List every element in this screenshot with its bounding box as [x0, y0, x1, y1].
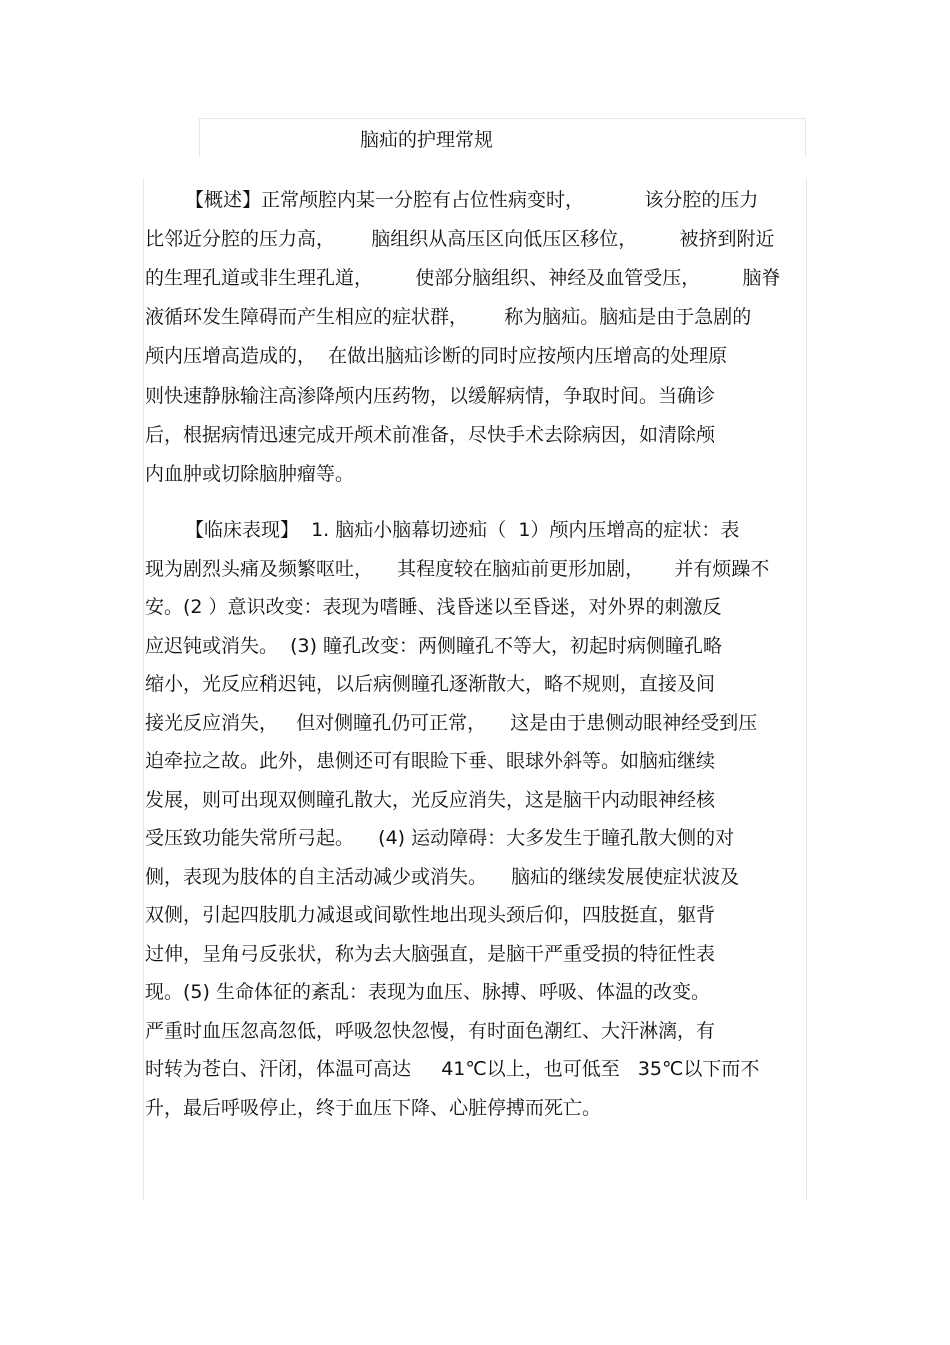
overview-line: 则快速静脉输注高渗降颅内压药物，以缓解病情，争取时间。当确诊	[145, 384, 716, 407]
clinical-line: 安。(2 ）意识改变：表现为嗜睡、浅昏迷以至昏迷，对外界的刺激反	[145, 596, 722, 618]
clinical-line: 受压致功能失常所弓起。 (4) 运动障碍：大多发生于瞳孔散大侧的对	[145, 827, 735, 849]
clinical-line: 升，最后呼吸停止，终于血压下降、心脏停搏而死亡。	[145, 1096, 602, 1119]
clinical-line: 缩小，光反应稍迟钝，以后病侧瞳孔逐渐散大，略不规则，直接及间	[145, 673, 716, 695]
overview-line: 的生理孔道或非生理孔道， 使部分脑组织、神经及血管受压， 脑脊	[145, 267, 781, 290]
clinical-line: 双侧，引起四肢肌力减退或间歇性地出现头颈后仰，四肢挺直，躯背	[145, 904, 716, 926]
clinical-line: 【临床表现】 1. 脑疝小脑幕切迹疝（ 1）颅内压增高的症状：表	[185, 519, 740, 541]
clinical-line: 应迟钝或消失。 (3) 瞳孔改变：两侧瞳孔不等大，初起时病侧瞳孔略	[145, 634, 723, 657]
clinical-line: 现为剧烈头痛及频繁呕吐， 其程度较在脑疝前更形加剧， 并有烦躁不	[145, 557, 770, 580]
clinical-line: 现。(5) 生命体征的紊乱：表现为血压、脉搏、呼吸、体温的改变。	[145, 981, 710, 1003]
clinical-line: 过伸，呈角弓反张状，称为去大脑强直，是脑干严重受损的特征性表	[145, 942, 716, 965]
overview-line: 【概述】正常颅腔内某一分腔有占位性病变时， 该分腔的压力	[185, 189, 759, 211]
clinical-line: 侧，表现为肢体的自主活动减少或消失。 脑疝的继续发展使症状波及	[145, 865, 740, 888]
title-frame	[199, 118, 806, 156]
overview-line: 颅内压增高造成的， 在做出脑疝诊断的同时应按颅内压增高的处理原	[145, 345, 728, 368]
clinical-line: 严重时血压忽高忽低，呼吸忽快忽慢，有时面色潮红、大汗淋漓，有	[145, 1019, 716, 1042]
overview-line: 液循环发生障碍而产生相应的症状群， 称为脑疝。脑疝是由于急剧的	[145, 306, 752, 329]
overview-line: 内血肿或切除脑肿瘤等。	[145, 462, 355, 485]
clinical-line: 发展，则可出现双侧瞳孔散大，光反应消失，这是脑干内动眼神经核	[145, 788, 716, 811]
document-title: 脑疝的护理常规	[360, 129, 494, 151]
overview-line: 后，根据病情迅速完成开颅术前准备，尽快手术去除病因，如清除颅	[145, 423, 716, 446]
clinical-line: 接光反应消失， 但对侧瞳孔仍可正常， 这是由于患侧动眼神经受到压	[145, 711, 758, 734]
clinical-line: 时转为苍白、汗闭，体温可高达 41℃以上，也可低至 35℃以下而不	[145, 1058, 760, 1080]
overview-line: 比邻近分腔的压力高， 脑组织从高压区向低压区移位， 被挤到附近	[145, 228, 775, 251]
clinical-line: 迫牵拉之故。此外，患侧还可有眼睑下垂、眼球外斜等。如脑疝继续	[145, 750, 716, 772]
